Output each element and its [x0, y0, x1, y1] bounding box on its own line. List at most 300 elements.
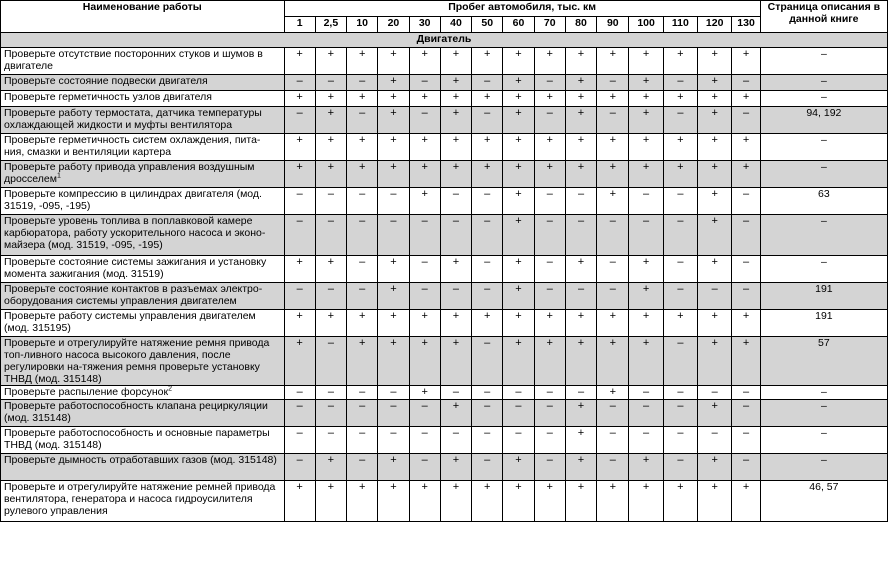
mark-cell: + — [347, 337, 378, 386]
mark-cell: + — [698, 310, 732, 337]
mark-cell: + — [315, 161, 346, 188]
mark-cell: + — [597, 134, 629, 161]
task-cell: Проверьте дымность отработавших газов (мод. 315148) — [1, 454, 285, 481]
mark-cell: – — [629, 188, 663, 215]
mark-cell: + — [629, 310, 663, 337]
mark-cell: + — [503, 188, 534, 215]
mark-cell: – — [534, 107, 565, 134]
mark-cell: – — [409, 215, 440, 256]
table-row — [1, 256, 888, 283]
table-row — [1, 310, 888, 337]
page-cell: 94, 192 — [760, 107, 887, 134]
mark-cell: – — [663, 454, 697, 481]
mark-cell: + — [503, 107, 534, 134]
mark-cell: + — [347, 310, 378, 337]
mark-cell: – — [347, 188, 378, 215]
mark-cell: + — [597, 48, 629, 75]
mark-cell: + — [315, 310, 346, 337]
mark-cell: + — [698, 107, 732, 134]
mark-cell: – — [732, 188, 760, 215]
mark-cell: – — [472, 256, 503, 283]
mark-cell: + — [440, 310, 471, 337]
mark-cell: + — [315, 134, 346, 161]
mark-cell: + — [440, 134, 471, 161]
mark-cell: + — [284, 256, 315, 283]
mark-cell: – — [732, 75, 760, 91]
mark-cell: + — [503, 481, 534, 522]
mark-cell: + — [629, 48, 663, 75]
mark-cell: – — [732, 283, 760, 310]
mark-cell: – — [347, 107, 378, 134]
mark-cell: – — [409, 454, 440, 481]
mark-cell: + — [503, 91, 534, 107]
page-cell: – — [760, 256, 887, 283]
mark-cell: + — [629, 161, 663, 188]
mark-cell: – — [409, 256, 440, 283]
task-cell: Проверьте работу термостата, датчика температуры охлаждающей жидкости и муфты вентилятора — [1, 107, 285, 134]
mileage-header: 120 — [698, 17, 732, 33]
mark-cell: + — [378, 310, 409, 337]
mark-cell: + — [378, 91, 409, 107]
mark-cell: + — [698, 400, 732, 427]
mark-cell: + — [597, 386, 629, 400]
task-cell: Проверьте герметичность узлов двигателя — [1, 91, 285, 107]
mark-cell: – — [534, 400, 565, 427]
mileage-header: 2,5 — [315, 17, 346, 33]
mark-cell: + — [378, 134, 409, 161]
mark-cell: + — [347, 48, 378, 75]
mark-cell: + — [503, 337, 534, 386]
mark-cell: – — [732, 107, 760, 134]
mark-cell: – — [284, 454, 315, 481]
mark-cell: – — [440, 188, 471, 215]
mark-cell: + — [409, 481, 440, 522]
mark-cell: + — [565, 161, 596, 188]
mark-cell: – — [472, 75, 503, 91]
mark-cell: – — [472, 386, 503, 400]
mark-cell: – — [565, 386, 596, 400]
mark-cell: – — [565, 215, 596, 256]
mark-cell: – — [597, 256, 629, 283]
mark-cell: + — [409, 134, 440, 161]
task-cell: Проверьте работоспособность клапана рециркуляции (мод. 315148) — [1, 400, 285, 427]
mileage-header: 130 — [732, 17, 760, 33]
mark-cell: – — [698, 283, 732, 310]
mark-cell: – — [347, 427, 378, 454]
mark-cell: + — [378, 161, 409, 188]
task-cell: Проверьте состояние контактов в разъемах электро-оборудования системы управления двигателем — [1, 283, 285, 310]
mark-cell: + — [440, 337, 471, 386]
mark-cell: – — [409, 427, 440, 454]
page-cell: 46, 57 — [760, 481, 887, 522]
mark-cell: + — [534, 161, 565, 188]
mark-cell: – — [378, 215, 409, 256]
mileage-header: 40 — [440, 17, 471, 33]
mark-cell: – — [409, 400, 440, 427]
mark-cell: – — [472, 215, 503, 256]
mark-cell: + — [629, 75, 663, 91]
mark-cell: – — [284, 75, 315, 91]
page-cell: – — [760, 386, 887, 400]
mark-cell: + — [472, 91, 503, 107]
mark-cell: – — [597, 283, 629, 310]
mark-cell: + — [284, 337, 315, 386]
mark-cell: + — [732, 134, 760, 161]
mark-cell: + — [629, 481, 663, 522]
mark-cell: + — [629, 283, 663, 310]
mark-cell: + — [698, 134, 732, 161]
mark-cell: + — [503, 134, 534, 161]
table-row — [1, 91, 888, 107]
mark-cell: + — [440, 481, 471, 522]
mark-cell: – — [663, 283, 697, 310]
mark-cell: + — [565, 427, 596, 454]
mark-cell: + — [698, 337, 732, 386]
table-row — [1, 134, 888, 161]
mark-cell: – — [315, 283, 346, 310]
mileage-header: 20 — [378, 17, 409, 33]
mark-cell: + — [503, 283, 534, 310]
mileage-header: 90 — [597, 17, 629, 33]
mark-cell: + — [409, 48, 440, 75]
mark-cell: + — [597, 161, 629, 188]
mark-cell: – — [315, 427, 346, 454]
mileage-header: 30 — [409, 17, 440, 33]
mark-cell: + — [409, 188, 440, 215]
footnote-mark: 1 — [56, 172, 61, 180]
mark-cell: + — [663, 48, 697, 75]
mark-cell: – — [315, 215, 346, 256]
mark-cell: – — [663, 215, 697, 256]
table-row — [1, 48, 888, 75]
task-cell: Проверьте и отрегулируйте натяжение ремня привода топ-ливного насоса высокого давления, после регулировки на-тяжения ремня проверьте установку ТНВД (мод. 315148) — [1, 337, 285, 386]
mark-cell: – — [409, 107, 440, 134]
task-cell: Проверьте уровень топлива в поплавковой камере карбюратора, работу ускорительного насоса и эконо-майзера (мод. 31519, -095, -195) — [1, 215, 285, 256]
mark-cell: + — [663, 481, 697, 522]
mark-cell: – — [440, 215, 471, 256]
mark-cell: + — [503, 454, 534, 481]
task-cell: Проверьте работу привода управления воздушным дросселем$^1$ — [1, 161, 285, 188]
mark-cell: – — [347, 283, 378, 310]
table-row — [1, 107, 888, 134]
footnote-mark: 2 — [168, 385, 172, 393]
mark-cell: – — [534, 188, 565, 215]
mark-cell: + — [440, 48, 471, 75]
table-row — [1, 75, 888, 91]
mark-cell: + — [663, 310, 697, 337]
mark-cell: – — [629, 386, 663, 400]
table-row — [1, 454, 888, 481]
mark-cell: + — [629, 134, 663, 161]
mark-cell: – — [472, 400, 503, 427]
mark-cell: + — [698, 454, 732, 481]
mark-cell: – — [472, 188, 503, 215]
mark-cell: – — [629, 427, 663, 454]
page-cell: 191 — [760, 283, 887, 310]
mark-cell: + — [565, 91, 596, 107]
mark-cell: – — [472, 283, 503, 310]
header-page: Страница описания в данной книге — [760, 1, 887, 33]
mark-cell: + — [284, 134, 315, 161]
mark-cell: – — [440, 283, 471, 310]
mark-cell: – — [534, 386, 565, 400]
mark-cell: – — [597, 75, 629, 91]
mark-cell: + — [347, 134, 378, 161]
mark-cell: + — [629, 107, 663, 134]
mark-cell: – — [472, 454, 503, 481]
mark-cell: + — [597, 188, 629, 215]
mark-cell: + — [698, 188, 732, 215]
mark-cell: – — [732, 386, 760, 400]
mark-cell: – — [284, 107, 315, 134]
mark-cell: + — [347, 161, 378, 188]
table-row — [1, 161, 888, 188]
mark-cell: + — [565, 107, 596, 134]
mark-cell: + — [378, 481, 409, 522]
mark-cell: + — [565, 337, 596, 386]
mark-cell: + — [698, 48, 732, 75]
mark-cell: – — [472, 107, 503, 134]
mark-cell: – — [284, 188, 315, 215]
mark-cell: + — [698, 256, 732, 283]
table-row — [1, 386, 888, 400]
mark-cell: + — [732, 48, 760, 75]
mark-cell: + — [629, 91, 663, 107]
mark-cell: + — [284, 91, 315, 107]
mark-cell: + — [378, 107, 409, 134]
mark-cell: + — [698, 481, 732, 522]
mileage-header: 100 — [629, 17, 663, 33]
mark-cell: + — [565, 75, 596, 91]
page-cell: – — [760, 400, 887, 427]
mark-cell: – — [629, 400, 663, 427]
mark-cell: + — [284, 310, 315, 337]
mark-cell: – — [663, 386, 697, 400]
mark-cell: + — [440, 400, 471, 427]
mark-cell: – — [347, 215, 378, 256]
mark-cell: – — [503, 427, 534, 454]
mark-cell: – — [347, 386, 378, 400]
page-cell: – — [760, 161, 887, 188]
mark-cell: + — [472, 161, 503, 188]
mark-cell: + — [378, 337, 409, 386]
mark-cell: + — [534, 48, 565, 75]
mark-cell: – — [663, 400, 697, 427]
mark-cell: – — [378, 386, 409, 400]
mileage-header: 50 — [472, 17, 503, 33]
mark-cell: + — [698, 91, 732, 107]
mark-cell: – — [698, 427, 732, 454]
mark-cell: + — [698, 215, 732, 256]
mark-cell: + — [597, 91, 629, 107]
mark-cell: + — [378, 48, 409, 75]
mark-cell: – — [503, 400, 534, 427]
mark-cell: – — [378, 400, 409, 427]
mark-cell: – — [284, 215, 315, 256]
mark-cell: + — [503, 48, 534, 75]
mark-cell: + — [565, 256, 596, 283]
mark-cell: – — [698, 386, 732, 400]
mark-cell: + — [284, 48, 315, 75]
mark-cell: – — [629, 215, 663, 256]
page-cell: – — [760, 215, 887, 256]
mark-cell: + — [315, 107, 346, 134]
mark-cell: – — [534, 283, 565, 310]
mark-cell: – — [347, 400, 378, 427]
mark-cell: + — [378, 454, 409, 481]
mark-cell: – — [534, 215, 565, 256]
mark-cell: + — [440, 75, 471, 91]
mark-cell: + — [565, 481, 596, 522]
header-mileage: Пробег автомобиля, тыс. км — [284, 1, 760, 17]
task-cell: Проверьте состояние подвески двигателя — [1, 75, 285, 91]
mark-cell: + — [409, 310, 440, 337]
mark-cell: + — [534, 481, 565, 522]
mileage-header: 10 — [347, 17, 378, 33]
mark-cell: + — [565, 48, 596, 75]
mark-cell: – — [347, 454, 378, 481]
table-row — [1, 337, 888, 386]
mark-cell: – — [565, 283, 596, 310]
mark-cell: + — [629, 337, 663, 386]
mark-cell: + — [597, 481, 629, 522]
mark-cell: – — [565, 188, 596, 215]
mark-cell: – — [663, 75, 697, 91]
mark-cell: + — [315, 48, 346, 75]
mark-cell: + — [284, 161, 315, 188]
mark-cell: + — [347, 481, 378, 522]
task-cell: Проверьте распыление форсунок$^2$ — [1, 386, 285, 400]
mark-cell: – — [597, 107, 629, 134]
mark-cell: – — [472, 337, 503, 386]
mark-cell: – — [503, 386, 534, 400]
mark-cell: + — [503, 215, 534, 256]
mark-cell: + — [503, 310, 534, 337]
mark-cell: – — [440, 427, 471, 454]
mark-cell: – — [597, 454, 629, 481]
mark-cell: – — [663, 107, 697, 134]
mark-cell: + — [378, 283, 409, 310]
mark-cell: – — [732, 256, 760, 283]
table-row — [1, 427, 888, 454]
page-cell: – — [760, 91, 887, 107]
mark-cell: + — [472, 48, 503, 75]
mark-cell: + — [284, 481, 315, 522]
mark-cell: – — [597, 400, 629, 427]
page-cell: 57 — [760, 337, 887, 386]
mark-cell: – — [534, 256, 565, 283]
mark-cell: – — [732, 400, 760, 427]
mark-cell: + — [663, 134, 697, 161]
mark-cell: + — [503, 161, 534, 188]
mark-cell: + — [534, 91, 565, 107]
mark-cell: + — [565, 310, 596, 337]
mark-cell: – — [597, 215, 629, 256]
mark-cell: – — [732, 427, 760, 454]
mark-cell: + — [315, 481, 346, 522]
mark-cell: + — [315, 91, 346, 107]
section-engine: Двигатель — [1, 33, 888, 48]
mark-cell: + — [440, 454, 471, 481]
page-cell: 191 — [760, 310, 887, 337]
mark-cell: + — [440, 256, 471, 283]
mark-cell: – — [284, 283, 315, 310]
mark-cell: – — [315, 337, 346, 386]
mark-cell: – — [409, 283, 440, 310]
mark-cell: + — [565, 400, 596, 427]
mileage-header: 60 — [503, 17, 534, 33]
mark-cell: + — [732, 91, 760, 107]
mark-cell: – — [534, 75, 565, 91]
mark-cell: + — [409, 337, 440, 386]
mark-cell: – — [347, 256, 378, 283]
mark-cell: + — [663, 161, 697, 188]
mark-cell: + — [565, 454, 596, 481]
mileage-header: 1 — [284, 17, 315, 33]
mark-cell: – — [315, 75, 346, 91]
mark-cell: – — [284, 400, 315, 427]
mark-cell: + — [732, 161, 760, 188]
mark-cell: + — [629, 454, 663, 481]
mark-cell: – — [534, 454, 565, 481]
table-row — [1, 283, 888, 310]
task-cell: Проверьте компрессию в цилиндрах двигателя (мод. 31519, -095, -195) — [1, 188, 285, 215]
mark-cell: + — [315, 454, 346, 481]
mark-cell: + — [440, 91, 471, 107]
task-cell: Проверьте работу системы управления двигателем (мод. 315195) — [1, 310, 285, 337]
mark-cell: + — [698, 75, 732, 91]
page-cell: 63 — [760, 188, 887, 215]
mark-cell: + — [440, 107, 471, 134]
task-cell: Проверьте герметичность систем охлаждения, пита-ния, смазки и вентиляции картера — [1, 134, 285, 161]
mark-cell: + — [472, 310, 503, 337]
mark-cell: + — [440, 161, 471, 188]
mileage-header: 110 — [663, 17, 697, 33]
task-cell: Проверьте работоспособность и основные параметры ТНВД (мод. 315148) — [1, 427, 285, 454]
task-cell: Проверьте и отрегулируйте натяжение ремней привода вентилятора, генератора и насоса гидроусилителя рулевого управления — [1, 481, 285, 522]
mark-cell: + — [663, 91, 697, 107]
mark-cell: – — [347, 75, 378, 91]
mark-cell: – — [597, 427, 629, 454]
table-row — [1, 400, 888, 427]
mark-cell: + — [534, 337, 565, 386]
page-cell: – — [760, 427, 887, 454]
mark-cell: – — [472, 427, 503, 454]
page-cell: – — [760, 75, 887, 91]
mark-cell: – — [663, 256, 697, 283]
mark-cell: – — [378, 427, 409, 454]
mark-cell: + — [315, 256, 346, 283]
mark-cell: + — [378, 256, 409, 283]
table-row — [1, 215, 888, 256]
table-row — [1, 481, 888, 522]
mark-cell: + — [409, 161, 440, 188]
mark-cell: + — [534, 134, 565, 161]
mark-cell: + — [534, 310, 565, 337]
mark-cell: – — [440, 386, 471, 400]
mark-cell: – — [409, 75, 440, 91]
mark-cell: + — [732, 337, 760, 386]
mark-cell: – — [378, 188, 409, 215]
mark-cell: – — [315, 188, 346, 215]
mark-cell: – — [315, 400, 346, 427]
mark-cell: + — [732, 310, 760, 337]
mark-cell: + — [565, 134, 596, 161]
page-cell: – — [760, 454, 887, 481]
page-cell: – — [760, 134, 887, 161]
mark-cell: + — [597, 337, 629, 386]
mark-cell: + — [347, 91, 378, 107]
